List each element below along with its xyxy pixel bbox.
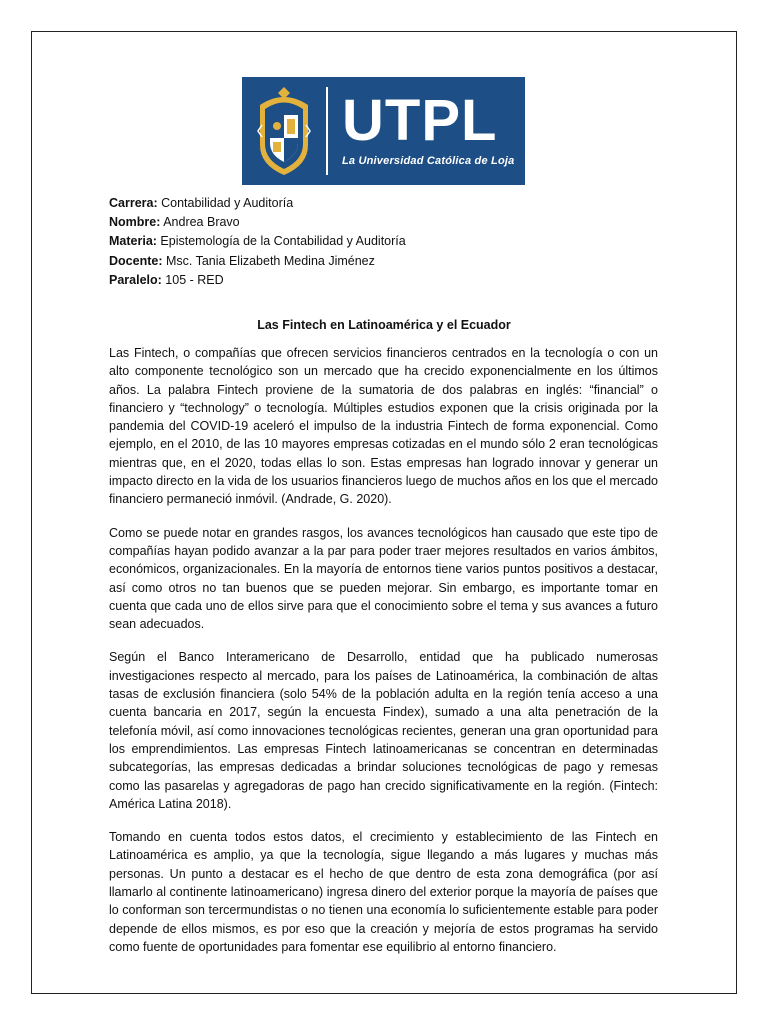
meta-label: Docente: bbox=[109, 253, 163, 268]
utpl-logo bbox=[242, 77, 525, 185]
meta-paralelo bbox=[109, 271, 406, 290]
meta-docente bbox=[109, 252, 406, 271]
logo-title: UTPL bbox=[342, 88, 498, 153]
meta-label: Paralelo: bbox=[109, 272, 162, 287]
meta-carrera bbox=[109, 194, 406, 213]
paragraph: Las Fintech, o compañías que ofrecen servicios financieros centrados en la tecnología o con un alto componente tecnológico son un mercado que ha crecido exponencialmente en los últimos años. La palabra Fintech proviene de la sumatoria de dos palabras en inglés: “financial” o financiero y “technology” o tecnología. Múltiples estudios exponen que la crisis originada por la pandemia del COVID-19 aceleró el impulso de la industria Fintech de forma exponencial. Como ejemplo, en el 2010, de las 10 mayores empresas cotizadas en el mundo sólo 2 eran tecnológicas mientras que, en el 2020, todas ellas lo son. Estas empresas han logrado innovar y generar un impacto directo en la vida de los usuarios financieros luego de muchos años en los que el mercado financiero permaneció inmóvil. (Andrade, G. 2020). bbox=[109, 346, 658, 507]
meta-label: Materia: bbox=[109, 234, 157, 249]
logo-divider bbox=[326, 87, 328, 175]
meta-label: Nombre: bbox=[109, 215, 161, 230]
meta-value: Msc. Tania Elizabeth Medina Jiménez bbox=[165, 253, 375, 268]
meta-nombre bbox=[109, 213, 406, 232]
logo-subtitle: La Universidad Católica de Loja bbox=[342, 155, 515, 167]
document-title: Las Fintech en Latinoamérica y el Ecuador bbox=[257, 318, 511, 332]
meta-materia bbox=[109, 232, 406, 251]
meta-value: Epistemología de la Contabilidad y Auditoría bbox=[160, 234, 406, 249]
meta-value: Andrea Bravo bbox=[163, 215, 240, 230]
document-metadata bbox=[109, 194, 406, 290]
logo-wordmark bbox=[342, 88, 515, 167]
document-body bbox=[109, 344, 658, 971]
paragraph: Según el Banco Interamericano de Desarrollo, entidad que ha publicado numerosas investigaciones respecto al mercado, para los países de Latinoamérica, la combinación de altas tasas de exclusión financiera (solo 54% de la población adulta en la región tenía acceso a una cuenta bancaria en 2017, según la encuesta Findex), sumado a una alta penetración de la telefonía móvil, así como innovaciones tecnológicas recientes, generan una gran oportunidad para los emprendimientos. Las empresas Fintech latinoamericanas se concentran en determinadas subcategorías, las empresas dedicadas a brindar soluciones tecnológicas de pago y remesas como las pasarelas y agregadoras de pago han crecido significativamente en la región. (Fintech: América Latina 2018). bbox=[109, 650, 658, 811]
university-crest-icon bbox=[254, 85, 314, 177]
meta-value: 105 - RED bbox=[165, 272, 224, 287]
meta-value: Contabilidad y Auditoría bbox=[161, 196, 294, 210]
paragraph: Como se puede notar en grandes rasgos, los avances tecnológicos han causado que este tipo de compañías hayan podido avanzar a la par para poder traer mejores resultados en varios ámbitos, económicos, organizacionales. En la mayoría de entornos tiene varios puntos positivos a destacar, así como otros no tan buenos que se pueden mejorar. Sin embargo, es importante tomar en cuenta que cada uno de ellos sirve para que el conocimiento sobre el tema y sus avances a futuro sean adecuados. bbox=[109, 525, 658, 632]
meta-label: Carrera: bbox=[109, 196, 158, 210]
paragraph: Tomando en cuenta todos estos datos, el crecimiento y establecimiento de las Fintech en Latinoamérica es amplio, ya que la tecnología, sigue llegando a más lugares y muchas más personas. Un punto a destacar es el hecho de que dentro de esta zona demográfica (por así llamarlo al continente latinoamericano) ingresa dinero del exterior porque la mayoría de países que lo conforman son tercermundistas o no tienen una economía lo suficientemente estable para poder depende de ellos mismos, es por eso que la creación y mejoría de estos programas ha servido como fuente de oportunidades para fomentar ese equilibrio al entorno financiero. bbox=[109, 830, 658, 954]
